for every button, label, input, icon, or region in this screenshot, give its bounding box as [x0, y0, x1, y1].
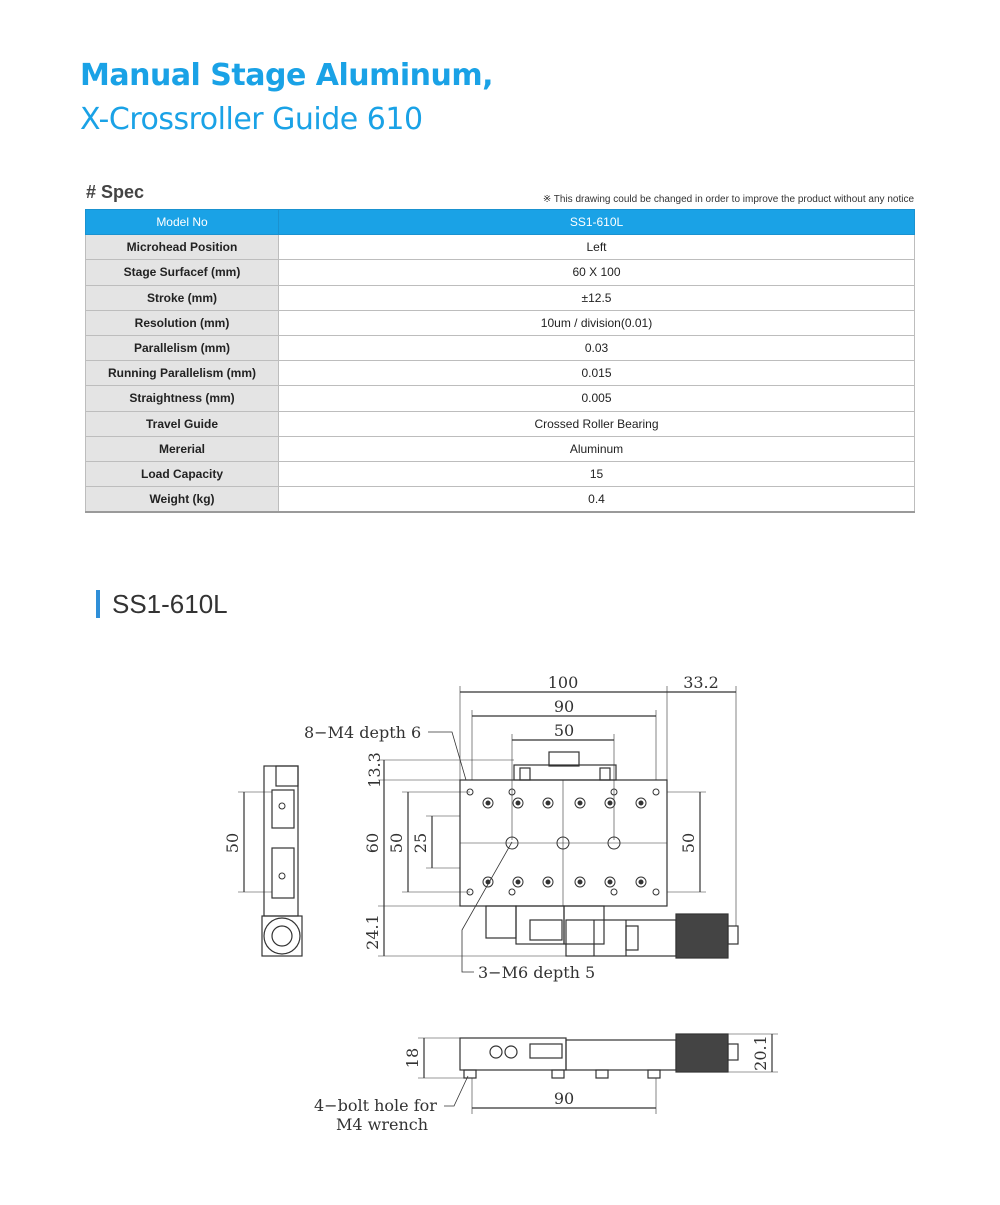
mounting-holes — [279, 789, 659, 895]
spec-header-label: Model No — [86, 210, 279, 235]
spec-row-value: 0.005 — [279, 386, 915, 411]
dim-90-bottom: 90 — [553, 1089, 575, 1108]
dim-20-1: 20.1 — [751, 1035, 770, 1071]
dim-60: 60 — [363, 832, 382, 854]
dim-50-top: 50 — [553, 721, 575, 740]
micrometer-sleeve — [566, 920, 676, 956]
spec-row-value: 10um / division(0.01) — [279, 310, 915, 335]
spec-row-value: 0.4 — [279, 487, 915, 512]
spec-row-label: Mererial — [86, 436, 279, 461]
spec-notice: ※ This drawing could be changed in order to improve the product without any notice — [542, 194, 914, 205]
dim-25: 25 — [411, 832, 430, 854]
model-heading: SS1-610L — [96, 590, 228, 618]
dim-50-side: 50 — [223, 832, 242, 854]
page-title-line2: X-Crossroller Guide 610 — [80, 102, 423, 137]
dim-18: 18 — [403, 1047, 422, 1069]
spec-row-label: Straightness (mm) — [86, 386, 279, 411]
spec-row-label: Stroke (mm) — [86, 285, 279, 310]
dim-100: 100 — [547, 673, 579, 692]
spec-row-value: 0.03 — [279, 335, 915, 360]
spec-row-value: 0.015 — [279, 361, 915, 386]
spec-row-label: Travel Guide — [86, 411, 279, 436]
page-title-line1: Manual Stage Aluminum, — [80, 58, 494, 93]
micrometer-thimble — [676, 914, 728, 958]
front-view-body — [460, 1038, 566, 1070]
spec-row-value: 60 X 100 — [279, 260, 915, 285]
spec-row-value: 15 — [279, 461, 915, 486]
spec-row-value: Crossed Roller Bearing — [279, 411, 915, 436]
spec-row-label: Microhead Position — [86, 235, 279, 260]
spec-row-label: Stage Surfacef (mm) — [86, 260, 279, 285]
spec-row-value: Aluminum — [279, 436, 915, 461]
spec-header-value: SS1-610L — [279, 210, 915, 235]
spec-row-value: Left — [279, 235, 915, 260]
spec-row-label: Load Capacity — [86, 461, 279, 486]
spec-row-label: Weight (kg) — [86, 487, 279, 512]
dim-50-right: 50 — [679, 832, 698, 854]
spec-row-label: Running Parallelism (mm) — [86, 361, 279, 386]
dim-90-top: 90 — [553, 697, 575, 716]
side-view-body — [264, 766, 298, 916]
front-view-thimble — [676, 1034, 728, 1072]
note-m6-depth: 3−M6 depth 5 — [478, 963, 596, 982]
spec-row-label: Parallelism (mm) — [86, 335, 279, 360]
dim-13-3: 13.3 — [365, 752, 384, 788]
note-bolt-hole-line1: 4−bolt hole for — [314, 1096, 437, 1115]
spec-row-value: ±12.5 — [279, 285, 915, 310]
note-bolt-hole-line2: M4 wrench — [336, 1115, 429, 1134]
dim-24-1: 24.1 — [363, 914, 382, 950]
spec-heading: # Spec — [86, 182, 145, 202]
spec-row-label: Resolution (mm) — [86, 310, 279, 335]
dim-33-2: 33.2 — [683, 673, 719, 692]
note-m4-depth: 8−M4 depth 6 — [304, 723, 422, 742]
dim-50-left: 50 — [387, 832, 406, 854]
